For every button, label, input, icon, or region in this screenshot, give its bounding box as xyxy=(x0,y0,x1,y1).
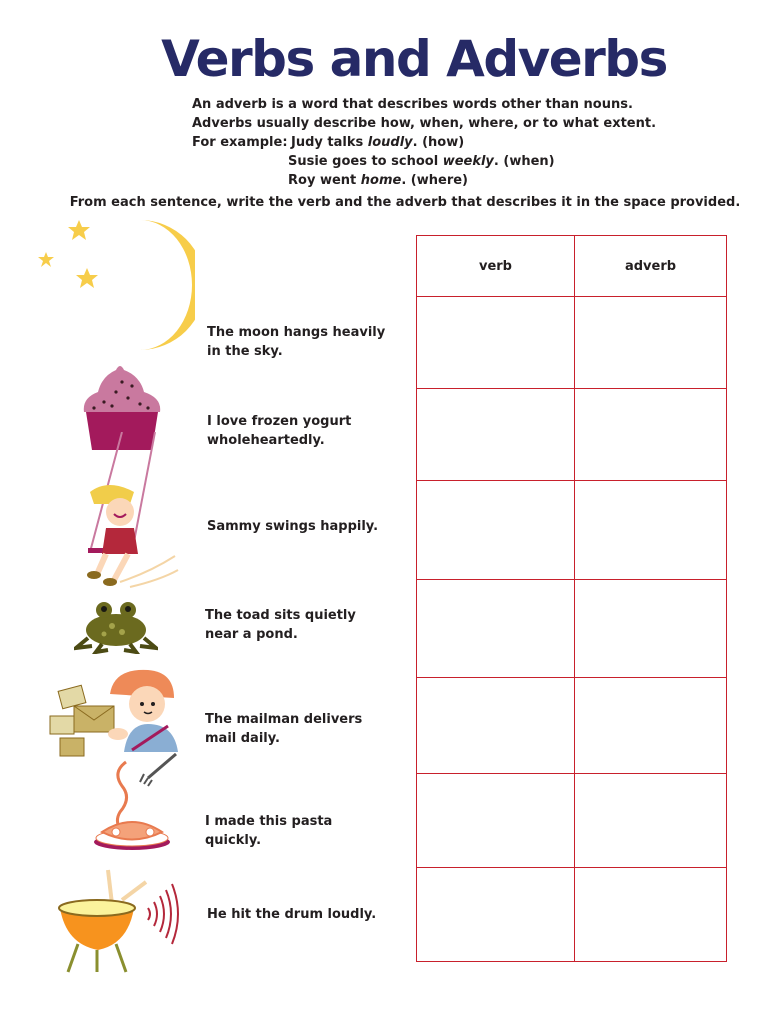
adverb-answer-cell[interactable] xyxy=(575,868,727,962)
verb-answer-cell[interactable] xyxy=(417,481,575,580)
sentence-1: The moon hangs heavily in the sky. xyxy=(207,325,386,359)
sentence-4: The toad sits quietly near a pond. xyxy=(205,608,356,642)
adverb-answer-cell[interactable] xyxy=(575,580,727,678)
table-row xyxy=(417,481,727,580)
example-sentence: Judy talks loudly. (how) xyxy=(291,135,465,150)
example-sentence: Susie goes to school weekly. (when) xyxy=(288,154,555,169)
intro-line-1: An adverb is a word that describes words other than nouns. xyxy=(192,97,633,112)
table-row xyxy=(417,297,727,389)
intro-line-2: Adverbs usually describe how, when, where, or to what extent. xyxy=(192,116,657,131)
table-header-row xyxy=(417,236,727,297)
sentence-6: I made this pasta quickly. xyxy=(205,814,333,848)
child-on-swing-icon xyxy=(80,432,180,592)
verb-answer-cell[interactable] xyxy=(417,389,575,481)
sentence-7: He hit the drum loudly. xyxy=(207,907,377,922)
table-row xyxy=(417,774,727,868)
sentence-2: I love frozen yogurt wholeheartedly. xyxy=(207,414,352,448)
table-row xyxy=(417,389,727,481)
table-row xyxy=(417,580,727,678)
verb-column-header: verb xyxy=(417,236,575,297)
pasta-plate-icon xyxy=(92,752,184,854)
verb-answer-cell[interactable] xyxy=(417,580,575,678)
sentence-5: The mailman delivers mail daily. xyxy=(205,712,363,746)
example-row xyxy=(192,133,656,152)
moon-and-stars-icon xyxy=(35,215,195,355)
drum-icon xyxy=(56,868,190,978)
answer-table xyxy=(416,235,727,962)
verb-answer-cell[interactable] xyxy=(417,297,575,389)
table-row xyxy=(417,678,727,774)
intro-text xyxy=(192,95,656,190)
verb-answer-cell[interactable] xyxy=(417,678,575,774)
page-title: Verbs and Adverbs xyxy=(161,30,667,88)
mailman-icon xyxy=(48,664,180,764)
adverb-answer-cell[interactable] xyxy=(575,481,727,580)
for-example-label: For example: xyxy=(192,135,288,150)
adverb-answer-cell[interactable] xyxy=(575,774,727,868)
adverb-answer-cell[interactable] xyxy=(575,389,727,481)
toad-icon xyxy=(74,598,158,654)
example-sentence: Roy went home. (where) xyxy=(288,173,468,188)
adverb-column-header: adverb xyxy=(575,236,727,297)
adverb-answer-cell[interactable] xyxy=(575,297,727,389)
sentence-3: Sammy swings happily. xyxy=(207,519,379,534)
instructions: From each sentence, write the verb and the adverb that describes it in the space provided. xyxy=(69,195,741,210)
verb-answer-cell[interactable] xyxy=(417,868,575,962)
verb-answer-cell[interactable] xyxy=(417,774,575,868)
adverb-answer-cell[interactable] xyxy=(575,678,727,774)
table-row xyxy=(417,868,727,962)
